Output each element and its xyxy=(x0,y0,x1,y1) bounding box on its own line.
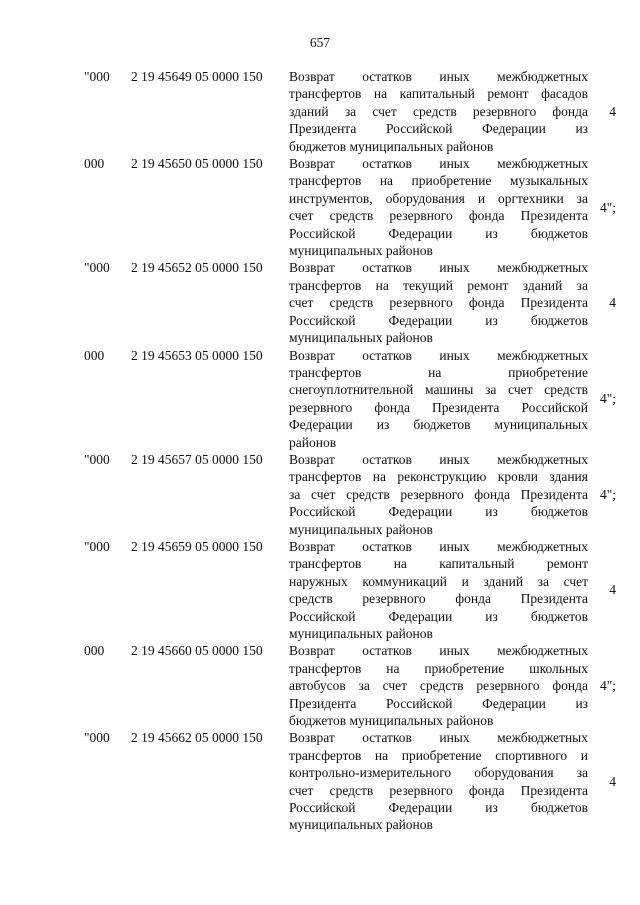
table-row xyxy=(0,347,640,451)
description-line: контрольно-измерительного оборудования за xyxy=(289,765,588,781)
description-line: автобусов за счет средств резервного фонда xyxy=(289,678,588,694)
description-line: Российской Федерации из бюджетов xyxy=(289,800,588,816)
budget-classification-code: 2 19 45662 05 0000 150 xyxy=(131,730,263,746)
row-description xyxy=(289,538,588,642)
admin-code: "000 xyxy=(84,538,110,554)
admin-code: 000 xyxy=(84,643,105,659)
row-description xyxy=(289,68,588,155)
row-description xyxy=(289,451,588,538)
row-amount: 4 xyxy=(609,773,616,789)
description-line: Возврат остатков иных межбюджетных xyxy=(289,730,588,746)
description-line: Российской Федерации из бюджетов xyxy=(289,608,588,624)
row-description xyxy=(289,155,588,259)
description-line: за счет средств резервного фонда Президента xyxy=(289,486,588,502)
admin-code: 000 xyxy=(84,347,105,363)
table-row xyxy=(0,538,640,642)
row-amount: 4"; xyxy=(599,391,616,407)
description-line: Российской Федерации из бюджетов xyxy=(289,225,588,241)
description-line: Возврат остатков иных межбюджетных xyxy=(289,156,588,172)
description-line: трансфертов на приобретение музыкальных xyxy=(289,173,588,189)
admin-code: "000 xyxy=(84,69,110,84)
description-line: бюджетов муниципальных районов xyxy=(289,138,494,154)
admin-code: "000 xyxy=(84,260,110,276)
description-line: Российской Федерации из бюджетов xyxy=(289,312,588,328)
description-line: Президента Российской Федерации из xyxy=(289,695,588,711)
budget-classification-code: 2 19 45649 05 0000 150 xyxy=(131,69,263,84)
row-amount: 4 xyxy=(609,295,616,311)
description-line: трансфертов на реконструкцию кровли здания xyxy=(289,469,588,485)
row-description xyxy=(289,729,588,833)
description-line: Возврат остатков иных межбюджетных xyxy=(289,643,588,659)
row-description xyxy=(289,259,588,346)
row-description xyxy=(289,347,588,451)
table-row xyxy=(0,642,640,729)
admin-code: "000 xyxy=(84,730,110,746)
description-line: Российской Федерации из бюджетов xyxy=(289,504,588,520)
description-line: Возврат остатков иных межбюджетных xyxy=(289,260,588,276)
description-line: муниципальных районов xyxy=(289,243,433,259)
description-line: муниципальных районов xyxy=(289,521,433,537)
description-line: трансфертов на текущий ремонт зданий за xyxy=(289,277,588,293)
table-row xyxy=(0,259,640,346)
budget-classification-code: 2 19 45652 05 0000 150 xyxy=(131,260,263,276)
row-amount: 4"; xyxy=(599,199,616,215)
admin-code: 000 xyxy=(84,156,105,172)
description-line: счет средств резервного фонда Президента xyxy=(289,782,588,798)
description-line: Возврат остатков иных межбюджетных xyxy=(289,451,588,467)
budget-classification-code: 2 19 45660 05 0000 150 xyxy=(131,643,263,659)
description-line: муниципальных районов xyxy=(289,330,433,346)
row-amount: 4 xyxy=(609,582,616,598)
description-line: районов xyxy=(289,434,337,450)
description-line: Возврат остатков иных межбюджетных xyxy=(289,347,588,363)
table-row xyxy=(0,68,640,155)
description-line: бюджетов муниципальных районов xyxy=(289,713,494,729)
description-line: муниципальных районов xyxy=(289,626,433,641)
description-line: Президента Российской Федерации из xyxy=(289,121,588,137)
row-description xyxy=(289,642,588,729)
description-line: трансфертов на приобретение xyxy=(289,364,588,380)
row-amount: 4"; xyxy=(599,486,616,502)
description-line: счет средств резервного фонда Президента xyxy=(289,295,588,311)
page-number: 657 xyxy=(309,35,331,50)
description-line: наружных коммуникаций и зданий за счет xyxy=(289,573,588,589)
description-line: снегоуплотнительной машины за счет средств xyxy=(289,382,588,398)
table-row xyxy=(0,729,640,833)
table-row xyxy=(0,155,640,259)
budget-classification-code: 2 19 45659 05 0000 150 xyxy=(131,538,263,554)
admin-code: "000 xyxy=(84,451,110,467)
table-row xyxy=(0,451,640,538)
description-line: средств резервного фонда Президента xyxy=(289,591,588,607)
description-line: трансфертов на капитальный ремонт фасадов xyxy=(289,86,588,102)
budget-classification-code: 2 19 45657 05 0000 150 xyxy=(131,451,263,467)
description-line: резервного фонда Президента Российской xyxy=(289,399,588,415)
row-amount: 4"; xyxy=(599,678,616,694)
budget-classification-code: 2 19 45650 05 0000 150 xyxy=(131,156,263,172)
description-line: инструментов, оборудования и оргтехники за xyxy=(289,190,588,206)
description-line: Возврат остатков иных межбюджетных xyxy=(289,538,588,554)
description-line: Федерации из бюджетов муниципальных xyxy=(289,417,588,433)
document-table xyxy=(0,68,640,834)
budget-classification-code: 2 19 45653 05 0000 150 xyxy=(131,347,263,363)
description-line: трансфертов на приобретение школьных xyxy=(289,660,588,676)
description-line: счет средств резервного фонда Президента xyxy=(289,208,588,224)
description-line: зданий за счет средств резервного фонда xyxy=(289,103,588,119)
description-line: Возврат остатков иных межбюджетных xyxy=(289,69,588,84)
row-amount: 4 xyxy=(609,103,616,119)
description-line: муниципальных районов xyxy=(289,817,433,833)
description-line: трансфертов на капитальный ремонт xyxy=(289,556,588,572)
description-line: трансфертов на приобретение спортивного и xyxy=(289,747,588,763)
